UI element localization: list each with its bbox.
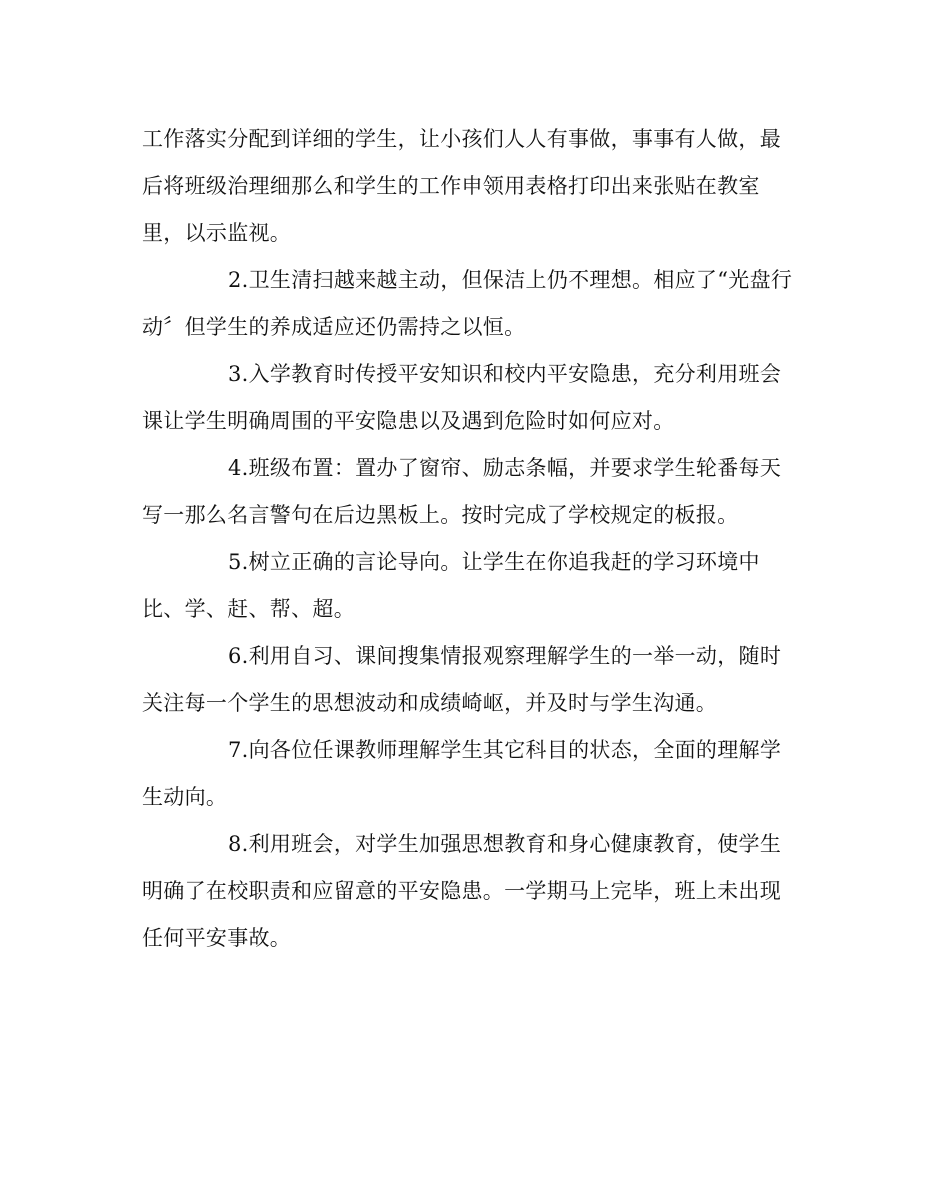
paragraph-2-line-1: 2.卫生清扫越来越主动，但保洁上仍不理想。相应了“光盘行: [228, 268, 793, 292]
paragraph-3-line-1: 3.入学教育时传授平安知识和校内平安隐患，充分利用班会: [228, 362, 782, 386]
paragraph-6-line-1: 6.利用自习、课间搜集情报观察理解学生的一举一动，随时: [228, 644, 782, 668]
paragraph-8-line-3: 任何平安事故。: [142, 926, 292, 950]
paragraph-4-line-1: 4.班级布置：置办了窗帘、励志条幅，并要求学生轮番每天: [228, 456, 782, 480]
paragraph-8-line-2: 明确了在校职责和应留意的平安隐患。一学期马上完毕，班上未出现: [142, 879, 781, 903]
paragraph-1-line-3: 里，以示监视。: [142, 221, 292, 245]
paragraph-7-line-2: 生动向。: [142, 785, 228, 809]
paragraph-7-line-1: 7.向各位任课教师理解学生其它科目的状态，全面的理解学: [228, 738, 782, 762]
paragraph-1-line-2: 后将班级治理细那么和学生的工作申领用表格打印出来张贴在教室: [142, 174, 760, 198]
paragraph-8-line-1: 8.利用班会，对学生加强思想教育和身心健康教育，使学生: [228, 832, 782, 856]
paragraph-2-line-2: 动〞但学生的养成适应还仍需持之以恒。: [142, 315, 526, 339]
paragraph-5-line-1: 5.树立正确的言论导向。让学生在你追我赶的学习环境中: [228, 550, 760, 574]
paragraph-1-line-1: 工作落实分配到详细的学生，让小孩们人人有事做，事事有人做，最: [142, 127, 781, 151]
paragraph-6-line-2: 关注每一个学生的思想波动和成绩崎岖，并及时与学生沟通。: [142, 691, 718, 715]
paragraph-4-line-2: 写一那么名言警句在后边黑板上。按时完成了学校规定的板报。: [142, 503, 739, 527]
paragraph-5-line-2: 比、学、赶、帮、超。: [142, 597, 355, 621]
paragraph-3-line-2: 课让学生明确周围的平安隐患以及遇到危险时如何应对。: [142, 409, 675, 433]
